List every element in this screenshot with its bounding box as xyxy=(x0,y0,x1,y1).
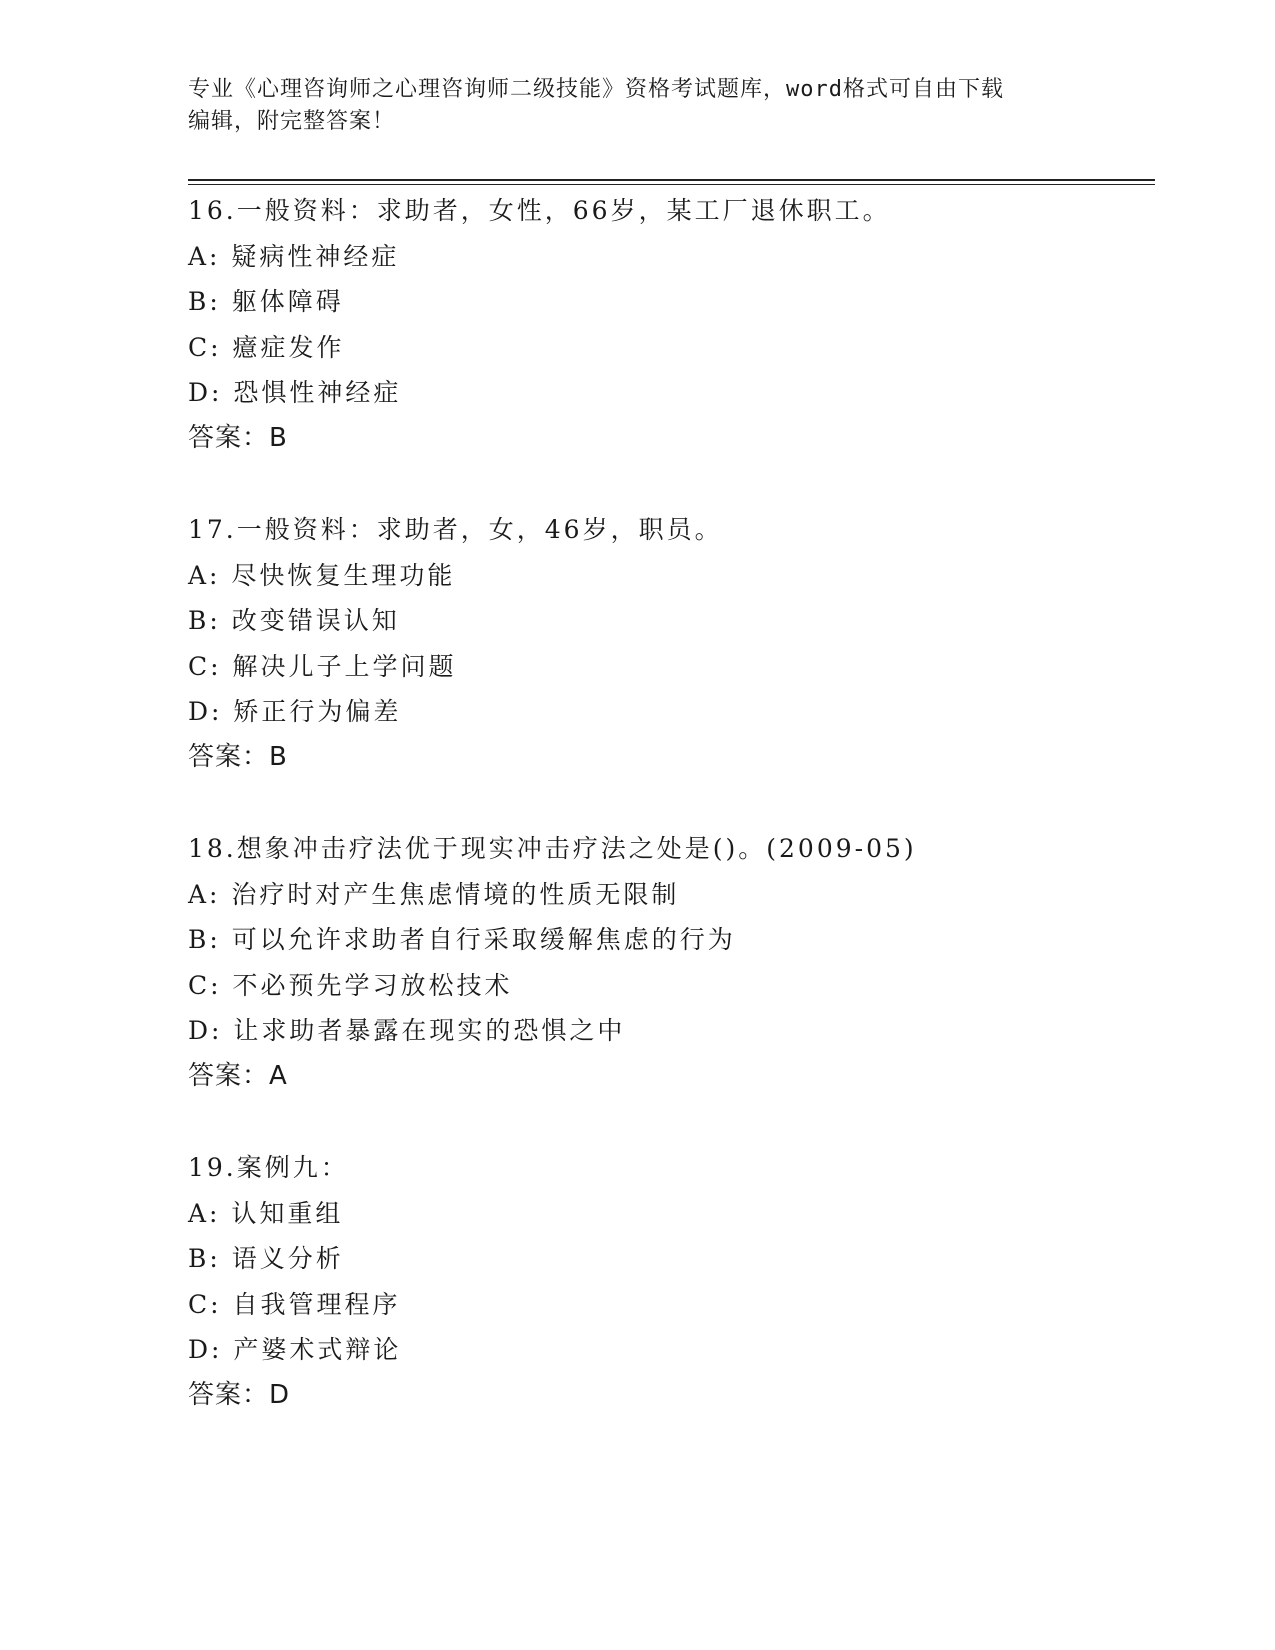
answer-label: 答案：D xyxy=(188,1379,291,1410)
header-divider-thick xyxy=(188,179,1155,181)
option-a: A: 认知重组 xyxy=(188,1198,344,1228)
question-19 xyxy=(188,1145,1148,1418)
question-17 xyxy=(188,507,1148,780)
question-16 xyxy=(188,188,1148,461)
option-d: D: 矫正行为偏差 xyxy=(188,697,402,726)
option-c: C: 不必预先学习放松技术 xyxy=(188,970,513,1000)
header-line-1: 专业《心理咨询师之心理咨询师二级技能》资格考试题库，word格式可自由下载 xyxy=(188,77,1004,102)
header-divider-thin xyxy=(188,184,1155,185)
option-d: D: 产婆术式辩论 xyxy=(188,1335,402,1364)
question-18 xyxy=(188,826,1148,1099)
answer-label: 答案：B xyxy=(188,741,288,772)
option-b: B: 语义分析 xyxy=(188,1244,344,1273)
option-b: B: 可以允许求助者自行采取缓解焦虑的行为 xyxy=(188,925,736,954)
option-d: D: 让求助者暴露在现实的恐惧之中 xyxy=(188,1016,626,1045)
header-line-2: 编辑，附完整答案！ xyxy=(188,109,396,134)
option-a: A: 治疗时对产生焦虑情境的性质无限制 xyxy=(188,879,680,909)
question-stem: 18.想象冲击疗法优于现实冲击疗法之处是()。(2009-05) xyxy=(188,834,917,863)
option-c: C: 解决儿子上学问题 xyxy=(188,651,457,681)
question-stem: 17.一般资料：求助者，女，46岁，职员。 xyxy=(188,515,723,544)
option-d: D: 恐惧性神经症 xyxy=(188,378,402,407)
option-c: C: 自我管理程序 xyxy=(188,1289,401,1319)
option-b: B: 躯体障碍 xyxy=(188,287,344,316)
option-a: A: 尽快恢复生理功能 xyxy=(188,560,456,590)
option-b: B: 改变错误认知 xyxy=(188,606,400,635)
option-c: C: 癔症发作 xyxy=(188,332,345,362)
answer-label: 答案：A xyxy=(188,1060,288,1091)
question-stem: 16.一般资料：求助者，女性，66岁，某工厂退休职工。 xyxy=(188,196,891,225)
document-header xyxy=(188,74,1068,138)
question-stem: 19.案例九： xyxy=(188,1153,349,1182)
answer-label: 答案：B xyxy=(188,422,288,453)
option-a: A: 疑病性神经症 xyxy=(188,241,400,271)
